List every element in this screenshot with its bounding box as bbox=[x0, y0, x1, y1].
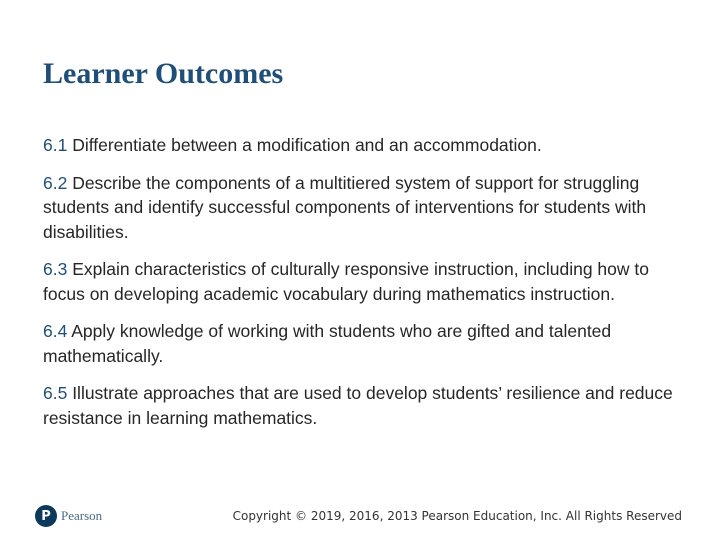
slide-title: Learner Outcomes bbox=[43, 57, 284, 90]
outcome-item bbox=[43, 257, 683, 306]
outcome-text: Explain characteristics of culturally responsive instruction, including how to focus on developing academic vocabulary during mathematics instruction. bbox=[43, 259, 649, 304]
outcome-number: 6.1 bbox=[43, 135, 68, 155]
copyright-notice: Copyright © 2019, 2016, 2013 Pearson Education, Inc. All Rights Reserved bbox=[232, 509, 682, 523]
outcome-number: 6.2 bbox=[43, 172, 68, 193]
outcome-item bbox=[43, 319, 683, 368]
outcome-number: 6.5 bbox=[43, 383, 68, 403]
pearson-logo bbox=[35, 505, 102, 527]
outcome-text: Apply knowledge of working with students who are gifted and talented mathematically. bbox=[43, 321, 612, 366]
outcome-number: 6.4 bbox=[43, 321, 68, 341]
outcome-item bbox=[43, 381, 683, 430]
pearson-logo-icon: P bbox=[35, 505, 57, 527]
outcome-text: Illustrate approaches that are used to develop students’ resilience and reduce resistance in learning mathematics. bbox=[43, 383, 673, 428]
outcome-number: 6.3 bbox=[43, 259, 68, 279]
outcomes-list bbox=[43, 133, 683, 443]
outcome-item bbox=[43, 133, 683, 158]
outcome-text: Describe the components of a multitiered system of support for struggling students and identify successful components of interventions for students with disabilities. bbox=[43, 172, 647, 242]
outcome-item bbox=[43, 171, 683, 245]
pearson-logo-text: Pearson bbox=[61, 508, 103, 523]
outcome-text: Differentiate between a modification and an accommodation. bbox=[67, 135, 542, 155]
